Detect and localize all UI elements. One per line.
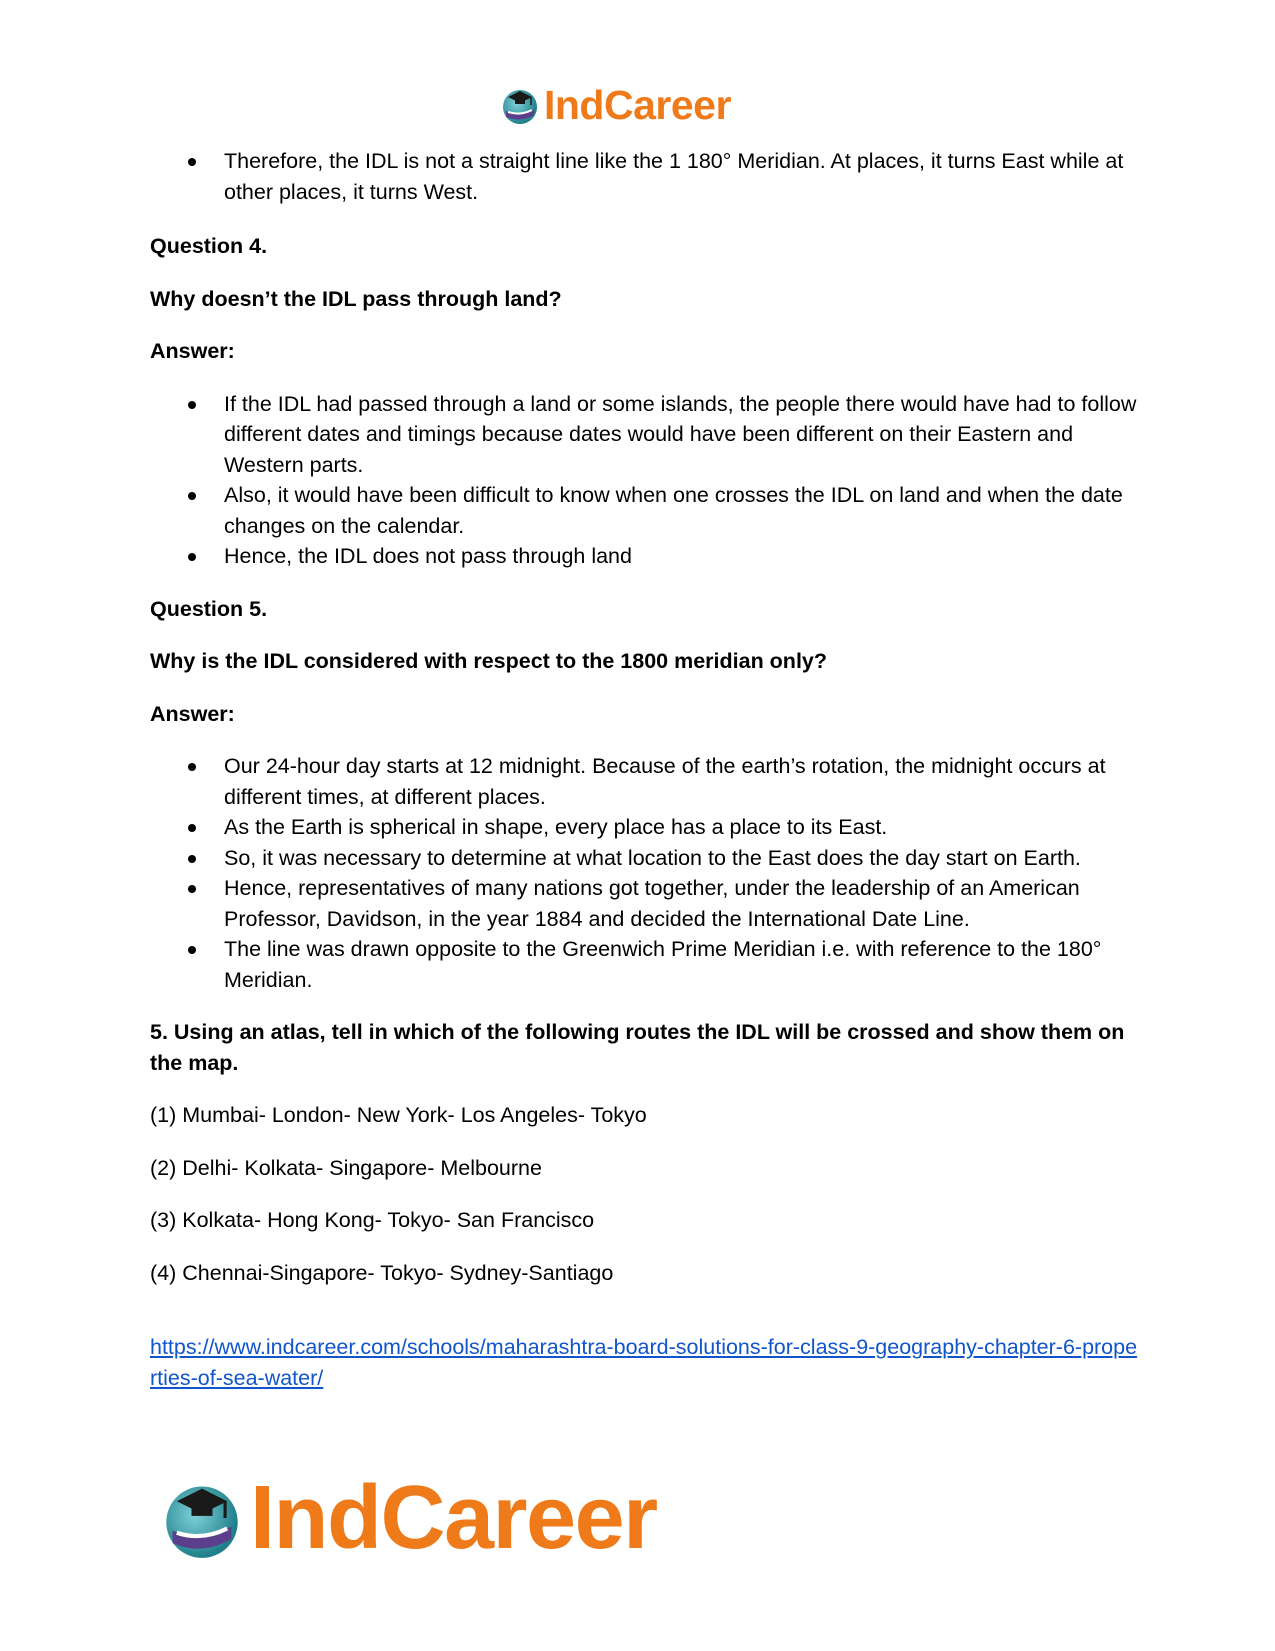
list-item: If the IDL had passed through a land or some islands, the people there would have had to follow different dates and timings because dates would have been different on their Eastern and Western parts. [224, 389, 1140, 481]
list-item: Hence, representatives of many nations got together, under the leadership of an American Professor, Davidson, in the year 1884 and decided the International Date Line. [224, 873, 1140, 934]
question-5-answer-list [150, 751, 1140, 995]
logo-wordmark: IndCareer [250, 1467, 657, 1568]
logo-wordmark: IndCareer [544, 81, 731, 128]
question-5-label: Question 5. [150, 596, 268, 621]
globe-graduation-cap-icon [160, 1476, 244, 1560]
footer-logo [160, 1467, 657, 1568]
source-link[interactable]: https://www.indcareer.com/schools/maharashtra-board-solutions-for-class-9-geography-chapter-6-properties-of-sea-water/ [150, 1335, 1138, 1390]
list-item: Therefore, the IDL is not a straight line like the 1 180° Meridian. At places, it turns East while at other places, it turns West. [224, 146, 1140, 207]
globe-graduation-cap-icon [500, 85, 540, 125]
question-4-text: Why doesn’t the IDL pass through land? [150, 286, 562, 311]
question-4-answer-list [150, 389, 1140, 572]
question-5-text: Why is the IDL considered with respect to the 1800 meridian only? [150, 649, 828, 673]
list-item: Hence, the IDL does not pass through land [224, 541, 1140, 572]
list-item: As the Earth is spherical in shape, every place has a place to its East. [224, 812, 1140, 843]
header-logo [500, 82, 731, 128]
route-item: (2) Delhi- Kolkata- Singapore- Melbourne [150, 1155, 542, 1180]
question-4-answer-label: Answer: [150, 339, 235, 363]
list-item: So, it was necessary to determine at what location to the East does the day start on Earth. [224, 843, 1140, 874]
route-item: (4) Chennai-Singapore- Tokyo- Sydney-Santiago [150, 1260, 614, 1285]
question-5-answer-label: Answer: [150, 701, 235, 726]
main-content [150, 146, 1140, 1393]
list-item: The line was drawn opposite to the Greenwich Prime Meridian i.e. with reference to the 180° Meridian. [224, 934, 1140, 995]
list-item: Also, it would have been difficult to know when one crosses the IDL on land and when the date changes on the calendar. [224, 480, 1140, 541]
atlas-question-text: 5. Using an atlas, tell in which of the following routes the IDL will be crossed and show them on the map. [150, 1020, 1125, 1075]
route-item: (1) Mumbai- London- New York- Los Angeles- Tokyo [150, 1103, 647, 1127]
list-item: Our 24-hour day starts at 12 midnight. Because of the earth’s rotation, the midnight occurs at different times, at different places. [224, 751, 1140, 812]
route-item: (3) Kolkata- Hong Kong- Tokyo- San Francisco [150, 1208, 595, 1232]
question-4-label: Question 4. [150, 234, 268, 258]
intro-bullet-list [150, 146, 1140, 207]
